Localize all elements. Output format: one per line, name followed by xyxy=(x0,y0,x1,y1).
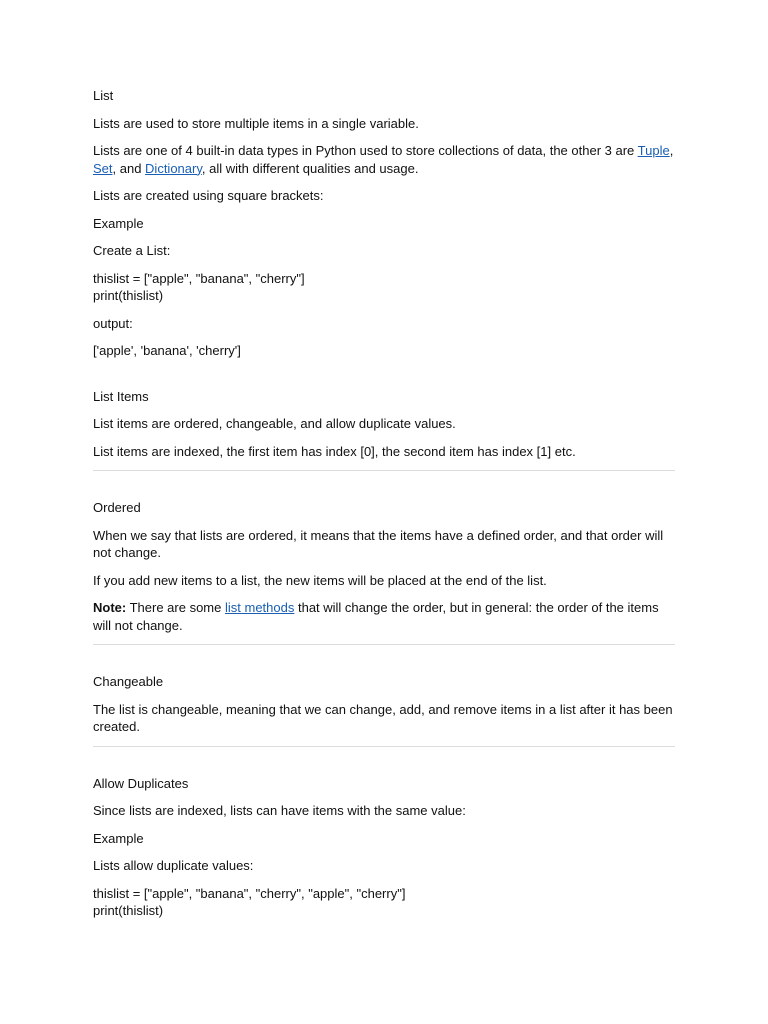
ordered-text-2: If you add new items to a list, the new items will be placed at the end of the list. xyxy=(93,572,547,588)
code-line: thislist = ["apple", "banana", "cherry"] xyxy=(93,270,305,286)
list-intro-text: Lists are used to store multiple items in a single variable. xyxy=(93,115,419,131)
section-spacer xyxy=(93,370,675,388)
divider xyxy=(93,644,675,645)
list-created-text: Lists are created using square brackets: xyxy=(93,188,324,203)
note-text-after: that will change the order, but in general: the order of the items will not change. xyxy=(93,600,659,633)
code-block xyxy=(93,885,675,920)
note-label: Note: xyxy=(93,600,127,615)
dictionary-link[interactable]: Dictionary xyxy=(145,160,202,176)
code-line: print(thislist) xyxy=(93,288,164,303)
divider xyxy=(93,470,675,471)
example-label: Example xyxy=(93,215,144,231)
list-types-separator-2: , and xyxy=(112,160,146,176)
section-title-changeable: Changeable xyxy=(93,674,164,689)
section-title-ordered: Ordered xyxy=(93,500,141,515)
output-label: output: xyxy=(93,315,133,331)
divider xyxy=(93,746,675,747)
code-line: thislist = ["apple", "banana", "cherry", "apple", "cherry"] xyxy=(93,885,406,901)
list-types-text-after: , all with different qualities and usage. xyxy=(201,160,419,176)
tuple-link[interactable]: Tuple xyxy=(637,143,670,158)
duplicates-text: Since lists are indexed, lists can have items with the same value: xyxy=(93,803,466,818)
example-label: Example xyxy=(93,830,144,846)
list-items-text-1: List items are ordered, changeable, and allow duplicate values. xyxy=(93,416,456,431)
section-title-list: List xyxy=(93,88,114,103)
list-items-text-2: List items are indexed, the first item has index [0], the second item has index [1] etc. xyxy=(93,443,576,459)
set-link[interactable]: Set xyxy=(93,160,113,176)
code-line: print(thislist) xyxy=(93,903,164,918)
example-caption: Lists allow duplicate values: xyxy=(93,858,254,873)
section-title-allow-duplicates: Allow Duplicates xyxy=(93,775,189,791)
list-methods-link[interactable]: list methods xyxy=(224,600,295,615)
example-caption: Create a List: xyxy=(93,243,171,258)
code-block xyxy=(93,270,675,305)
list-types-text-before: Lists are one of 4 built-in data types in Python used to store collections of data, the other 3 are xyxy=(93,143,638,158)
section-title-list-items: List Items xyxy=(93,388,149,404)
list-types-separator-1: , xyxy=(669,143,674,158)
changeable-text: The list is changeable, meaning that we can change, add, and remove items in a list after it has been created. xyxy=(93,701,673,734)
output-value: ['apple', 'banana', 'cherry'] xyxy=(93,343,241,358)
ordered-text-1: When we say that lists are ordered, it means that the items have a defined order, and that order will not change. xyxy=(93,527,664,560)
ordered-note xyxy=(93,599,675,634)
list-types-paragraph xyxy=(93,142,675,177)
note-text-before: There are some xyxy=(126,600,225,615)
document-page xyxy=(93,87,675,930)
